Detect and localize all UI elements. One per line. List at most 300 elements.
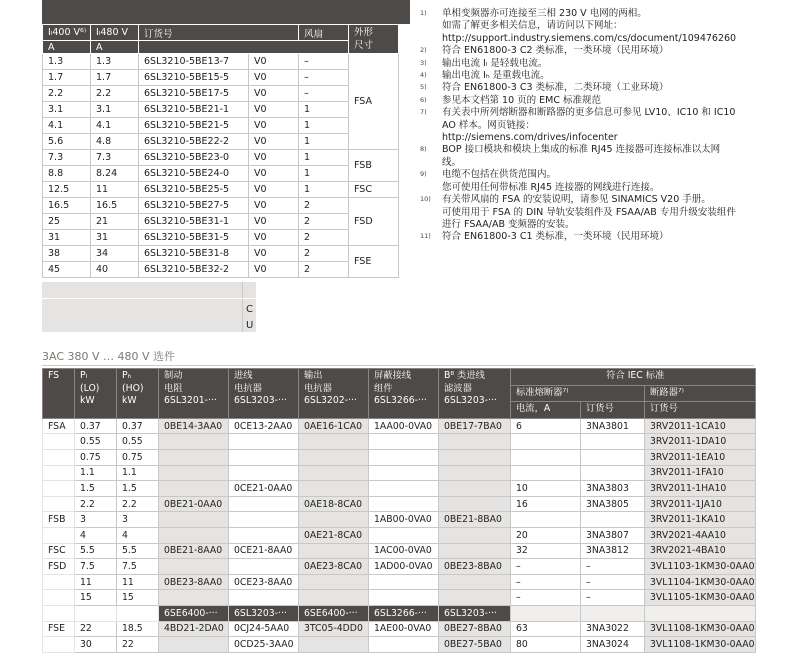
cell-fan: 1 [299, 166, 349, 182]
cell-output-reactor: 3TC05-4DD0 [299, 621, 369, 637]
cell-line-filter: 0BE23-8BA0 [439, 559, 511, 575]
col-il-400v: Iₗ400 V⁶⁾ [43, 25, 91, 41]
cell-output-reactor [299, 465, 369, 481]
cell-shield-kit: 1AE00-0VA0 [369, 621, 439, 637]
cell-output-reactor: 0AE18-8CA0 [299, 496, 369, 512]
cell-line-filter: 0BE27-8BA0 [439, 621, 511, 637]
cell-current: – [511, 574, 581, 590]
cell-il-480: 16.5 [91, 198, 139, 214]
cell-fuse-order: 3NA3803 [581, 481, 645, 497]
cell-fs: FSD [43, 559, 75, 575]
cell-output-reactor [299, 543, 369, 559]
cell-brake-resistor: 0BE23-8AA0 [159, 574, 229, 590]
footnote [420, 107, 760, 144]
cell-shield-kit [369, 527, 439, 543]
cell-order-suffix: V0 [249, 118, 299, 134]
cell-brake-resistor: 0BE21-0AA0 [159, 496, 229, 512]
table-row [43, 198, 399, 214]
cell-il-480: 31 [91, 230, 139, 246]
sub-header-lr: 6SL3203-··· [229, 605, 299, 621]
cell-fan: – [299, 70, 349, 86]
cell-p-lo: 1.1 [75, 465, 117, 481]
table-row [43, 214, 399, 230]
footnote-text: http://support.industry.siemens.com/cs/document/109476260 [442, 32, 737, 44]
footnote [420, 144, 760, 169]
top-table-tail [42, 282, 242, 332]
cell-frame-size: FSA [349, 54, 399, 150]
table-row [43, 262, 399, 278]
cell-il-480: 1.3 [91, 54, 139, 70]
cell-breaker-order: 3RV2011-1EA10 [645, 449, 756, 465]
cell-shield-kit: 1AA00-0VA0 [369, 418, 439, 434]
footnote [420, 231, 760, 243]
cell-line-reactor [229, 465, 299, 481]
cell-il-400: 5.6 [43, 134, 91, 150]
footnote-number: 2) [420, 46, 427, 55]
cell-current: 20 [511, 527, 581, 543]
cell-breaker-order: 3VL1105-1KM30-0AA0 [645, 590, 756, 606]
table-row [43, 496, 756, 512]
cell-line-filter [439, 543, 511, 559]
footnote-text: 有关表中所列熔断器和断路器的更多信息可参见 LV10、IC10 和 IC10 [442, 107, 736, 119]
cell-output-reactor [299, 637, 369, 653]
cell-brake-resistor [159, 527, 229, 543]
cell-frame-size: FSE [349, 246, 399, 278]
cell-current: 32 [511, 543, 581, 559]
cell-order-number: 6SL3210-5BE27-5 [139, 198, 249, 214]
cell-shield-kit [369, 449, 439, 465]
cell-il-480: 11 [91, 182, 139, 198]
cell-p-ho: 0.55 [117, 434, 159, 450]
footnote-number: 11) [420, 232, 431, 241]
cell-output-reactor [299, 434, 369, 450]
cell-output-reactor [299, 449, 369, 465]
footnote [420, 82, 760, 94]
footnotes [420, 8, 760, 244]
cell-line-reactor [229, 559, 299, 575]
table-row [43, 512, 756, 528]
cell-output-reactor: 0AE16-1CA0 [299, 418, 369, 434]
cell-fuse-order: 3NA3805 [581, 496, 645, 512]
cell-line-filter [439, 496, 511, 512]
cell-il-400: 31 [43, 230, 91, 246]
cell-line-reactor: 0CE23-8AA0 [229, 574, 299, 590]
table-row [43, 118, 399, 134]
cell-current [511, 465, 581, 481]
cell-fs [43, 574, 75, 590]
cell-line-filter [439, 481, 511, 497]
cell-p-ho: 22 [117, 637, 159, 653]
cell-line-filter [439, 527, 511, 543]
cell-shield-kit: 1AD00-0VA0 [369, 559, 439, 575]
cell-line-reactor: 0CE21-8AA0 [229, 543, 299, 559]
unit-a: A [43, 41, 91, 54]
cell-fuse-order [581, 465, 645, 481]
cell-fan: 1 [299, 182, 349, 198]
cell-order-number: 6SL3210-5BE25-5 [139, 182, 249, 198]
cell-output-reactor: 0AE23-8CA0 [299, 559, 369, 575]
cell-p-lo: 0.37 [75, 418, 117, 434]
cell-line-filter: 0BE17-7BA0 [439, 418, 511, 434]
cell-il-480: 21 [91, 214, 139, 230]
table-row [43, 182, 399, 198]
cell-order-suffix: V0 [249, 54, 299, 70]
footnote-text: 您可使用任何带标准 RJ45 连接器的网线进行连接。 [442, 181, 660, 193]
cell-fan: – [299, 54, 349, 70]
cell-p-lo: 2.2 [75, 496, 117, 512]
cell-il-400: 25 [43, 214, 91, 230]
cell-shield-kit [369, 496, 439, 512]
cell-fan: 2 [299, 198, 349, 214]
table-row [43, 481, 756, 497]
cell-brake-resistor: 0BE21-8AA0 [159, 543, 229, 559]
cell-line-filter [439, 590, 511, 606]
footnote-text: 参见本文档第 10 页的 EMC 标准规范 [442, 94, 602, 106]
cell-fuse-order [581, 434, 645, 450]
cell-shield-kit [369, 481, 439, 497]
cell-brake-resistor [159, 434, 229, 450]
col-fan: 风扇 [299, 25, 349, 41]
cell-line-filter [439, 465, 511, 481]
cell-p-lo: 1.5 [75, 481, 117, 497]
cell-brake-resistor: 0BE14-3AA0 [159, 418, 229, 434]
cell-fuse-order: – [581, 590, 645, 606]
cell-order-suffix: V0 [249, 214, 299, 230]
col-line-reactor: 进线 电抗器 6SL3203-··· [229, 369, 299, 419]
cell-shield-kit [369, 465, 439, 481]
table-row [43, 134, 399, 150]
footnote-text: 电缆不包括在供货范围内。 [442, 169, 557, 181]
cell-fs [43, 590, 75, 606]
sub-header-row [43, 605, 756, 621]
table-row [43, 527, 756, 543]
cell-p-ho: 2.2 [117, 496, 159, 512]
cell-order-suffix: V0 [249, 134, 299, 150]
cell-il-400: 16.5 [43, 198, 91, 214]
cell-line-reactor [229, 590, 299, 606]
cell-fs [43, 465, 75, 481]
cell-il-400: 7.3 [43, 150, 91, 166]
footnote-text: 符合 EN61800-3 C3 类标准，二类环境（工业环境） [442, 82, 669, 94]
cell-p-lo: 7.5 [75, 559, 117, 575]
cell-il-400: 2.2 [43, 86, 91, 102]
cell-current: 10 [511, 481, 581, 497]
cell-p-ho: 3 [117, 512, 159, 528]
cell-breaker-order: 3RV2011-1HA10 [645, 481, 756, 497]
cell-p-lo: 3 [75, 512, 117, 528]
cell-p-lo: 11 [75, 574, 117, 590]
cell-order-number: 6SL3210-5BE31-1 [139, 214, 249, 230]
cell-il-400: 45 [43, 262, 91, 278]
cell-breaker-order: 3RV2011-1CA10 [645, 418, 756, 434]
footnote-text: 单相变频器亦可连接至三相 230 V 电网的两相。 [442, 8, 647, 19]
cell-output-reactor [299, 512, 369, 528]
cell-p-ho: 5.5 [117, 543, 159, 559]
cell-p-lo: 4 [75, 527, 117, 543]
cell-fuse-order: 3NA3024 [581, 637, 645, 653]
cell-p-ho: 0.75 [117, 449, 159, 465]
cell-line-reactor: 0CE21-0AA0 [229, 481, 299, 497]
footnote-text: 进行 FSAA/AB 变频器的安装。 [442, 218, 575, 230]
cell-fs [43, 527, 75, 543]
footnote-number: 10) [420, 195, 431, 204]
cell-il-400: 4.1 [43, 118, 91, 134]
cell-p-lo: 15 [75, 590, 117, 606]
cell-p-ho: 1.1 [117, 465, 159, 481]
footnote [420, 194, 760, 231]
footnote-number: 5) [420, 83, 427, 92]
converter-order-table [42, 24, 399, 278]
cell-il-480: 34 [91, 246, 139, 262]
col-order-number: 订货号 [139, 25, 299, 41]
table-row [43, 449, 756, 465]
table-row [43, 434, 756, 450]
cell-p-lo: 5.5 [75, 543, 117, 559]
cell-current [511, 434, 581, 450]
footnote-text: AO 样本。网页链接： [442, 119, 535, 131]
cell-p-ho: 7.5 [117, 559, 159, 575]
cell-order-suffix: V0 [249, 182, 299, 198]
cell-current: 63 [511, 621, 581, 637]
section-title: 3AC 380 V … 480 V 选件 [42, 350, 176, 363]
cell-order-suffix: V0 [249, 70, 299, 86]
cell-current [511, 449, 581, 465]
cell-brake-resistor [159, 449, 229, 465]
cell-order-number: 6SL3210-5BE21-5 [139, 118, 249, 134]
table-row [43, 574, 756, 590]
cell-order-suffix: V0 [249, 262, 299, 278]
cell-brake-resistor [159, 512, 229, 528]
table-row [43, 621, 756, 637]
cell-breaker-order: 3VL1103-1KM30-0AA0 [645, 559, 756, 575]
cell-current: 80 [511, 637, 581, 653]
footnote-number: 9) [420, 170, 427, 179]
col-breaker: 断路器⁷⁾ [645, 385, 756, 402]
cell-current [511, 512, 581, 528]
cell-line-reactor: 0CE13-2AA0 [229, 418, 299, 434]
footnote-text: 输出电流 Iₗ 是轻载电流。 [442, 57, 548, 69]
cell-fs: FSC [43, 543, 75, 559]
cell-brake-resistor [159, 637, 229, 653]
cell-p-ho: 15 [117, 590, 159, 606]
cell-order-suffix: V0 [249, 102, 299, 118]
cell-breaker-order: 3RV2011-1DA10 [645, 434, 756, 450]
options-table [42, 368, 756, 653]
footnote-number: 8) [420, 145, 427, 154]
cell-breaker-order: 3VL1108-1KM30-0AA0 [645, 637, 756, 653]
cell-brake-resistor [159, 481, 229, 497]
cell-line-reactor: 0CJ24-5AA0 [229, 621, 299, 637]
col-current: 电流，A [511, 402, 581, 419]
cell-p-lo: 30 [75, 637, 117, 653]
footnote-text: 输出电流 Iₕ 是重载电流。 [442, 70, 550, 82]
table-row [43, 102, 399, 118]
cell-breaker-order: 3RV2021-4BA10 [645, 543, 756, 559]
table-row [43, 86, 399, 102]
col-il-480v: Iₗ480 V [91, 25, 139, 41]
cell-il-400: 3.1 [43, 102, 91, 118]
cell-fs [43, 434, 75, 450]
table-row [43, 150, 399, 166]
footnote [420, 45, 760, 57]
cell-p-lo: 0.55 [75, 434, 117, 450]
cell-fan: 1 [299, 134, 349, 150]
cell-il-480: 2.2 [91, 86, 139, 102]
cell-fan: 2 [299, 262, 349, 278]
cell-breaker-order: 3RV2011-1FA10 [645, 465, 756, 481]
top-header-bar [42, 0, 410, 24]
footnote-text: 如需了解更多相关信息，请访问以下网址： [442, 20, 623, 32]
cell-output-reactor: 0AE21-8CA0 [299, 527, 369, 543]
cell-fs [43, 449, 75, 465]
cell-il-400: 1.7 [43, 70, 91, 86]
cell-shield-kit [369, 574, 439, 590]
footnote-text: 有关带风扇的 FSA 的安装说明，请参见 SINAMICS V20 手册。 [442, 194, 711, 206]
cell-fuse-order: 3NA3807 [581, 527, 645, 543]
cell-il-480: 3.1 [91, 102, 139, 118]
cell-fan: 1 [299, 118, 349, 134]
table-row [43, 590, 756, 606]
cell-fuse-order: – [581, 574, 645, 590]
cell-p-ho: 4 [117, 527, 159, 543]
table-row [43, 70, 399, 86]
cell-breaker-order: 3RV2011-1KA10 [645, 512, 756, 528]
footnote [420, 58, 760, 70]
footnote-text: 线。 [442, 156, 462, 168]
table-row [43, 246, 399, 262]
cell-shield-kit: 1AB00-0VA0 [369, 512, 439, 528]
cell-fuse-order: 3NA3022 [581, 621, 645, 637]
cell-breaker-order: 3RV2021-4AA10 [645, 527, 756, 543]
cell-order-number: 6SL3210-5BE32-2 [139, 262, 249, 278]
cell-order-suffix: V0 [249, 86, 299, 102]
cell-line-reactor [229, 496, 299, 512]
cell-current: 16 [511, 496, 581, 512]
cell-line-reactor: 0CD25-3AA0 [229, 637, 299, 653]
cell-frame-size: FSC [349, 182, 399, 198]
cell-il-400: 1.3 [43, 54, 91, 70]
footnote-number: 3) [420, 58, 427, 67]
cell-brake-resistor [159, 559, 229, 575]
col-p-ho: Pₕ (HO) kW [117, 369, 159, 419]
tail-letter-c: C [246, 304, 253, 315]
cell-fan: 2 [299, 246, 349, 262]
sub-header-fi: 6SL3203-··· [439, 605, 511, 621]
cell-order-number: 6SL3210-5BE31-8 [139, 246, 249, 262]
cell-order-suffix: V0 [249, 198, 299, 214]
cell-fs [43, 481, 75, 497]
tail-letter-u: U [246, 320, 254, 331]
col-p-lo: Pₗ (LO) kW [75, 369, 117, 419]
footnote-number: 1) [420, 9, 427, 17]
col-frame-size: 外形 尺寸 [349, 25, 399, 54]
cell-fs: FSB [43, 512, 75, 528]
cell-shield-kit: 1AC00-0VA0 [369, 543, 439, 559]
cell-il-480: 7.3 [91, 150, 139, 166]
cell-fan: 1 [299, 102, 349, 118]
footnote-number: 4) [420, 71, 427, 80]
table-row [43, 637, 756, 653]
cell-order-number: 6SL3210-5BE13-7 [139, 54, 249, 70]
table-row [43, 418, 756, 434]
col-fuse: 标准熔断器⁷⁾ [511, 385, 645, 402]
cell-il-400: 12.5 [43, 182, 91, 198]
cell-output-reactor [299, 574, 369, 590]
sub-header-br: 6SE6400-··· [159, 605, 229, 621]
cell-fan: 2 [299, 230, 349, 246]
cell-line-reactor [229, 512, 299, 528]
cell-line-filter [439, 434, 511, 450]
cell-fs: FSA [43, 418, 75, 434]
cell-fs: FSE [43, 621, 75, 637]
cell-p-ho: 1.5 [117, 481, 159, 497]
cell-fan: 2 [299, 214, 349, 230]
footnote-number: 6) [420, 95, 427, 104]
unit-a: A [91, 41, 139, 54]
footnote [420, 169, 760, 194]
cell-il-480: 8.24 [91, 166, 139, 182]
cell-fuse-order: – [581, 559, 645, 575]
table-row [43, 559, 756, 575]
cell-fan: – [299, 86, 349, 102]
col-output-reactor: 输出 电抗器 6SL3202-··· [299, 369, 369, 419]
cell-output-reactor [299, 590, 369, 606]
cell-shield-kit [369, 637, 439, 653]
sub-header-or: 6SE6400-··· [299, 605, 369, 621]
col-line-filter: B⁸ 类进线 滤波器 6SL3203-··· [439, 369, 511, 419]
col-breaker-order: 订货号 [645, 402, 756, 419]
cell-shield-kit [369, 434, 439, 450]
cell-line-reactor [229, 434, 299, 450]
col-fuse-order: 订货号 [581, 402, 645, 419]
cell-p-ho: 18.5 [117, 621, 159, 637]
cell-shield-kit [369, 590, 439, 606]
cell-current: 6 [511, 418, 581, 434]
cell-p-lo: 22 [75, 621, 117, 637]
cell-breaker-order: 3VL1108-1KM30-0AA0 [645, 621, 756, 637]
footnote-text: BOP 接口模块和模块上集成的标准 RJ45 连接器可连接标准以太网 [442, 144, 721, 156]
cell-fuse-order: 3NA3801 [581, 418, 645, 434]
cell-current: – [511, 590, 581, 606]
cell-order-number: 6SL3210-5BE22-2 [139, 134, 249, 150]
cell-line-filter [439, 449, 511, 465]
table-row [43, 54, 399, 70]
footnote-text: 符合 EN61800-3 C2 类标准，一类环境（民用环境） [442, 45, 669, 57]
cell-order-suffix: V0 [249, 230, 299, 246]
col-iec: 符合 IEC 标准 [511, 369, 756, 386]
table-row [43, 543, 756, 559]
cell-breaker-order: 3RV2011-1JA10 [645, 496, 756, 512]
cell-current: – [511, 559, 581, 575]
cell-order-number: 6SL3210-5BE23-0 [139, 150, 249, 166]
cell-order-suffix: V0 [249, 166, 299, 182]
table-row [43, 230, 399, 246]
cell-line-reactor [229, 449, 299, 465]
col-fs: FS [43, 369, 75, 419]
cell-il-480: 1.7 [91, 70, 139, 86]
footnote-text: 可使用用于 FSA 的 DIN 导轨安装组件及 FSAA/AB 专用升级安装组件 [442, 206, 736, 218]
cell-output-reactor [299, 481, 369, 497]
table-row [43, 465, 756, 481]
cell-fs [43, 496, 75, 512]
cell-order-number: 6SL3210-5BE24-0 [139, 166, 249, 182]
cell-order-suffix: V0 [249, 150, 299, 166]
cell-order-number: 6SL3210-5BE15-5 [139, 70, 249, 86]
footnote [420, 70, 760, 82]
cell-il-480: 4.8 [91, 134, 139, 150]
col-brake-resistor: 制动 电阻 6SL3201-··· [159, 369, 229, 419]
cell-fuse-order: 3NA3812 [581, 543, 645, 559]
